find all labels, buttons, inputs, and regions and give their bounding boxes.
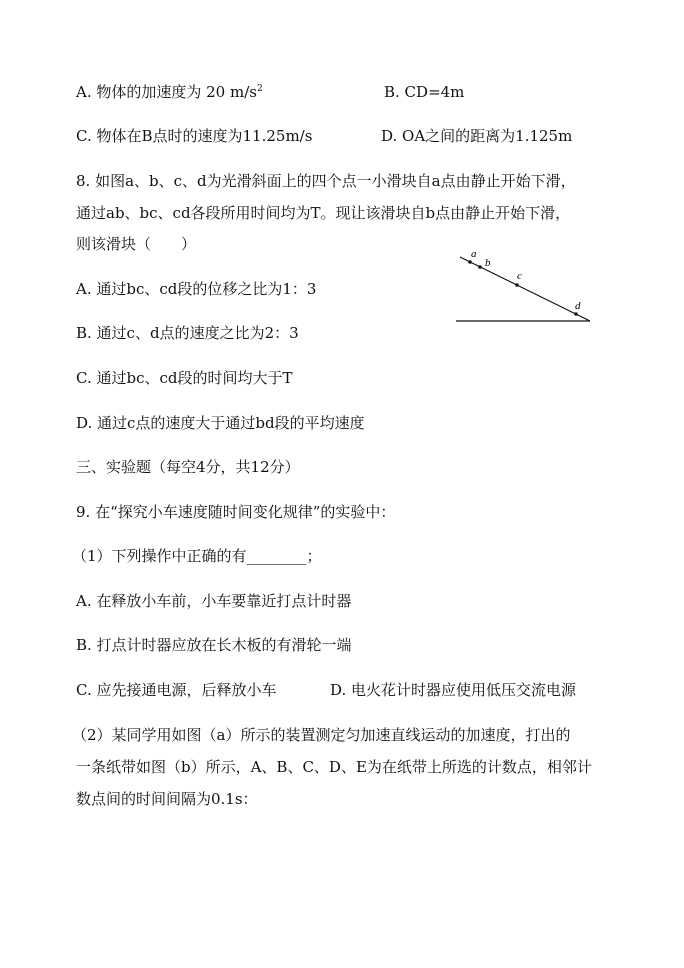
label-d: d — [575, 300, 581, 312]
label-b: b — [485, 257, 491, 269]
q9-option-c: C. 应先接通电源，后释放小车 — [76, 681, 277, 699]
q9-part-2-line-2: 一条纸带如图（b）所示，A、B、C、D、E为在纸带上所选的计数点，相邻计 — [76, 758, 592, 776]
q7-option-b: B. CD=4m — [384, 83, 465, 101]
q8-stem-line-1: 8. 如图a、b、c、d为光滑斜面上的四个点一小滑块自a点由静止开始下滑， — [76, 172, 576, 190]
q8-stem-line-3: 则该滑块（ ） — [76, 235, 197, 253]
q8-option-a: A. 通过bc、cd段的位移之比为1：3 — [76, 280, 317, 298]
q7-option-a-superscript: 2 — [256, 84, 263, 94]
q7-option-a — [76, 82, 263, 102]
point-a — [468, 260, 472, 264]
point-d — [574, 312, 578, 316]
incline-diagram — [450, 245, 600, 330]
q8-option-d: D. 通过c点的速度大于通过bd段的平均速度 — [76, 414, 365, 432]
q9-option-b: B. 打点计时器应放在长木板的有滑轮一端 — [76, 636, 352, 654]
label-a: a — [471, 248, 477, 260]
q7-option-c: C. 物体在B点时的速度为11.25m/s — [76, 127, 313, 145]
q9-option-d: D. 电火花计时器应使用低压交流电源 — [330, 681, 577, 699]
point-b — [478, 265, 482, 269]
q7-option-a-text: A. 物体的加速度为 20 m/s — [76, 83, 257, 101]
q8-option-b: B. 通过c、d点的速度之比为2：3 — [76, 324, 299, 342]
q8-stem-line-2: 通过ab、bc、cd各段所用时间均为T。现让该滑块自b点由静止开始下滑， — [76, 204, 571, 222]
q9-stem: 9. 在“探究小车速度随时间变化规律”的实验中： — [76, 503, 396, 521]
q9-part-2-line-3: 数点间的时间间隔为0.1s： — [76, 790, 258, 808]
q7-option-d: D. OA之间的距离为1.125m — [381, 127, 573, 145]
section-3-title: 三、实验题（每空4分，共12分） — [76, 458, 300, 476]
q9-part-2-line-1: （2）某同学用如图（a）所示的装置测定匀加速直线运动的加速度，打出的 — [72, 726, 571, 744]
q8-option-c: C. 通过bc、cd段的时间均大于T — [76, 369, 293, 387]
point-c — [515, 283, 519, 287]
q9-part-1: （1）下列操作中正确的有________； — [72, 547, 322, 565]
q9-option-a: A. 在释放小车前，小车要靠近打点计时器 — [76, 592, 352, 610]
label-c: c — [517, 270, 522, 282]
